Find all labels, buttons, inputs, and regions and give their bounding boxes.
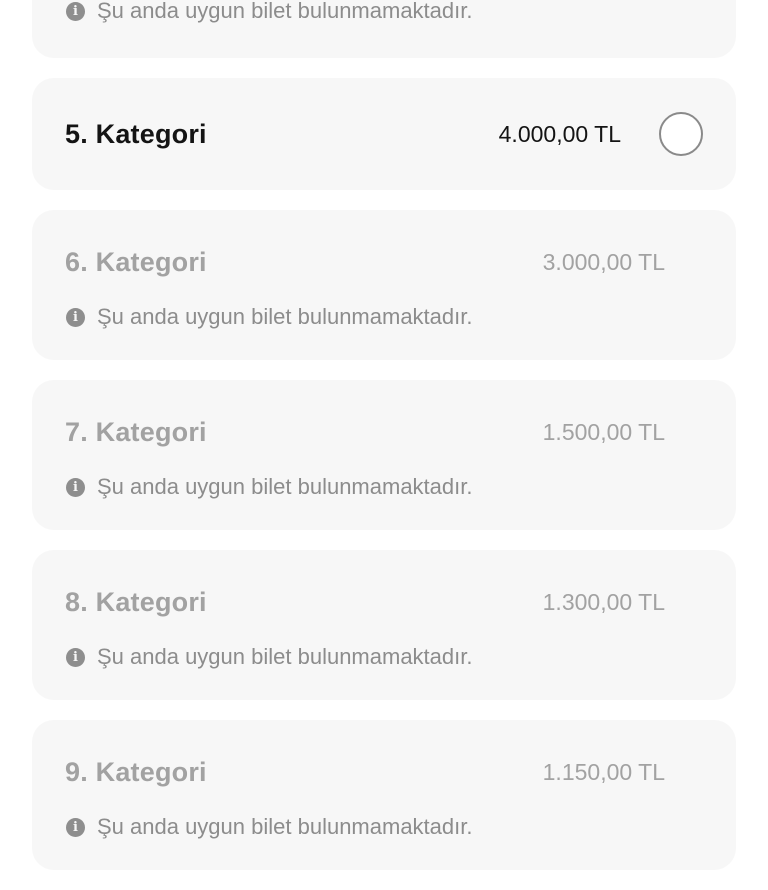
category-card-7	[32, 380, 736, 530]
unavailable-notice	[66, 0, 472, 24]
info-icon: i	[66, 478, 85, 497]
category-card-8	[32, 550, 736, 700]
unavailable-notice	[66, 644, 472, 670]
category-name: 5. Kategori	[65, 118, 207, 149]
category-name: 9. Kategori	[65, 756, 207, 787]
unavailable-notice	[66, 814, 472, 840]
info-icon: i	[66, 308, 85, 327]
unavailable-notice-text: Şu anda uygun bilet bulunmamaktadır.	[97, 474, 473, 499]
category-card-5[interactable]	[32, 78, 736, 190]
unavailable-notice	[66, 474, 472, 500]
unavailable-notice-text: Şu anda uygun bilet bulunmamaktadır.	[97, 304, 473, 329]
category-price: 1.300,00 TL	[542, 588, 665, 615]
category-card-partial-top	[32, 0, 736, 58]
category-price: 3.000,00 TL	[542, 248, 665, 275]
category-card-6	[32, 210, 736, 360]
category-name: 6. Kategori	[65, 246, 207, 277]
info-icon: i	[66, 648, 85, 667]
category-price: 1.500,00 TL	[542, 418, 665, 445]
info-icon: i	[66, 818, 85, 837]
category-name: 7. Kategori	[65, 416, 207, 447]
category-card-9	[32, 720, 736, 870]
ticket-category-list	[32, 0, 736, 890]
unavailable-notice-text: Şu anda uygun bilet bulunmamaktadır.	[97, 0, 473, 23]
category-name: 8. Kategori	[65, 586, 207, 617]
info-icon: i	[66, 2, 85, 21]
unavailable-notice-text: Şu anda uygun bilet bulunmamaktadır.	[97, 814, 473, 839]
category-price: 4.000,00 TL	[498, 120, 621, 147]
select-category-radio[interactable]	[659, 112, 703, 156]
unavailable-notice	[66, 304, 472, 330]
category-price: 1.150,00 TL	[542, 758, 665, 785]
unavailable-notice-text: Şu anda uygun bilet bulunmamaktadır.	[97, 644, 473, 669]
